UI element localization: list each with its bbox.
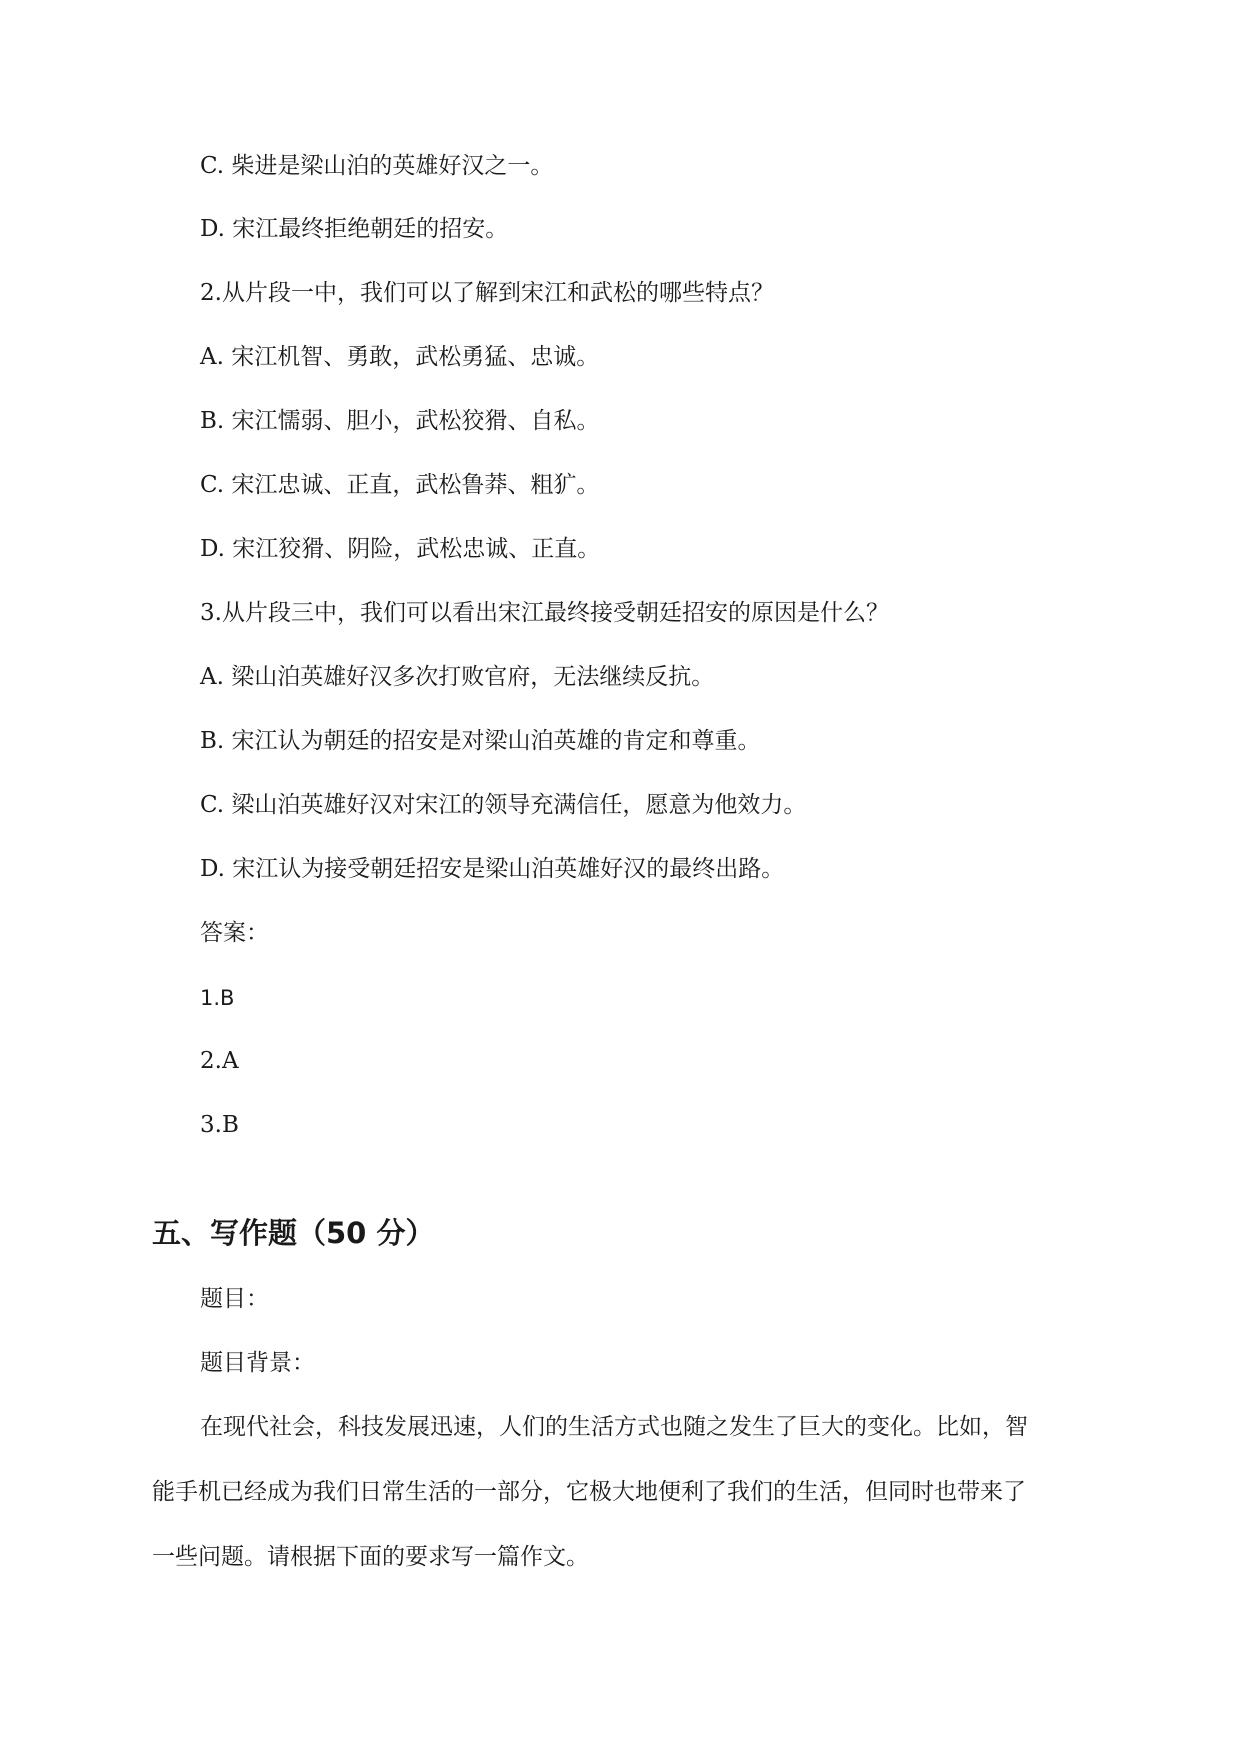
q2-question: 2.从片段一中，我们可以了解到宋江和武松的哪些特点？ xyxy=(200,280,774,306)
q2-option-c: C. 宋江忠诚、正直，武松鲁莽、粗犷。 xyxy=(200,472,600,498)
paragraph-line: 能手机已经成为我们日常生活的一部分，它极大地便利了我们的生活，但同时也带来了 xyxy=(152,1479,1026,1505)
topic-label: 题目： xyxy=(200,1286,269,1312)
paragraph-line: 在现代社会，科技发展迅速，人们的生活方式也随之发生了巨大的变化。比如，智 xyxy=(200,1414,1028,1440)
answer-3: 3.B xyxy=(200,1112,239,1138)
q1-option-c: C. 柴进是梁山泊的英雄好汉之一。 xyxy=(200,153,554,179)
q3-option-b: B. 宋江认为朝廷的招安是对梁山泊英雄的肯定和尊重。 xyxy=(200,728,761,754)
q3-option-a: A. 梁山泊英雄好汉多次打败官府，无法继续反抗。 xyxy=(200,664,715,690)
q1-option-d: D. 宋江最终拒绝朝廷的招安。 xyxy=(200,216,509,242)
section-heading: 五、写作题（50 分） xyxy=(152,1216,435,1250)
q3-option-c: C. 梁山泊英雄好汉对宋江的领导充满信任，愿意为他效力。 xyxy=(200,792,807,818)
q3-question: 3.从片段三中，我们可以看出宋江最终接受朝廷招安的原因是什么？ xyxy=(200,600,889,626)
q2-option-b: B. 宋江懦弱、胆小，武松狡猾、自私。 xyxy=(200,408,600,434)
paragraph-line: 一些问题。请根据下面的要求写一篇作文。 xyxy=(152,1544,589,1570)
answers-label: 答案： xyxy=(200,920,269,946)
q2-option-d: D. 宋江狡猾、阴险，武松忠诚、正直。 xyxy=(200,536,601,562)
q3-option-d: D. 宋江认为接受朝廷招安是梁山泊英雄好汉的最终出路。 xyxy=(200,856,785,882)
q2-option-a: A. 宋江机智、勇敢，武松勇猛、忠诚。 xyxy=(200,344,600,370)
background-label: 题目背景： xyxy=(200,1350,315,1376)
answer-1: 1.B xyxy=(200,986,235,1010)
answer-2: 2.A xyxy=(200,1048,239,1074)
